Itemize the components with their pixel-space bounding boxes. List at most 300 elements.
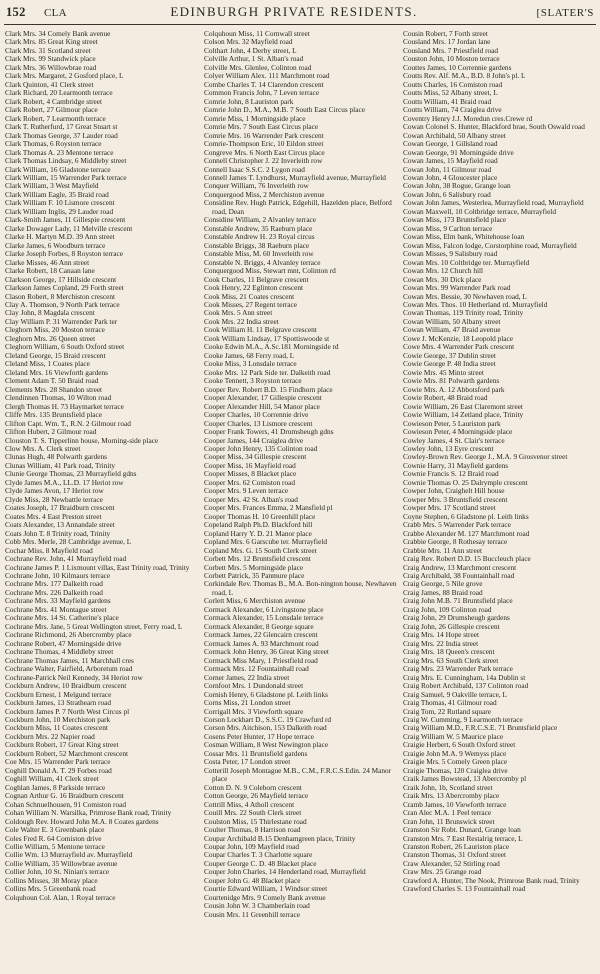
directory-entry: Cowie George, 37 Dublin street	[403, 350, 496, 360]
directory-entry: Craig Robert Archibald, 137 Colinton road	[403, 681, 529, 691]
directory-entry: Cowan Miss, 9 Carlton terrace	[403, 223, 493, 233]
directory-entry: Clifton Capt. Wm. T., R.N. 2 Gilmour road	[5, 418, 131, 428]
directory-entry: Collie William, 5 Mentone terrace	[5, 842, 105, 851]
directory-entry: Cousin John W. 3 Chamberlain road	[204, 901, 310, 911]
section-code: CLA	[44, 7, 67, 19]
directory-entry: Craig Mrs. 63 South Clerk street	[403, 655, 499, 665]
directory-entry: Conquergood Miss, Stewart mnt, Colinton rd	[204, 266, 336, 276]
directory-entry: Clark William, 3 West Mayfield	[5, 181, 99, 191]
directory-entry: Cochar Miss, 8 Mayfield road	[5, 545, 93, 555]
directory-entry: Cooke Tennett, 3 Royston terrace	[204, 376, 302, 386]
directory-entry: Constable Andrew H. 23 Royal circus	[204, 232, 315, 242]
directory-entry: Cowan John, 4 Gloucester place	[403, 172, 498, 182]
directory-entry: Comrie Miss, 1 Morningside place	[204, 113, 306, 123]
directory-entry: Cohan William N. Warsilka, Primrose Bank road, Trinity	[5, 808, 172, 818]
directory-entry: Craik Mrs. 13 Abercromby place	[403, 791, 500, 801]
directory-entry: Comrie Mrs. 7 South East Circus place	[204, 122, 319, 132]
directory-entry: Cooper Mrs. 9 Leven terrace	[204, 486, 289, 496]
directory-entry: Coutts Miss, 52 Albany street, L	[403, 88, 498, 98]
directory-entry: Craig Andrew, 13 Marchmont crescent	[403, 562, 517, 572]
directory-entry: Couper George C. D. 48 Blacket place	[204, 858, 317, 868]
directory-entry: Couper John Charles, 14 Henderland road, Murrayfield	[204, 867, 366, 877]
directory-entry: Coghill Donald A. T. 29 Forbes road	[5, 765, 112, 775]
directory-entry: Corson Mrs. Aitchison, 153 Dalkeith road	[204, 723, 327, 733]
directory-entry: Cowan George, 1 Gillsland road	[403, 139, 498, 149]
directory-entry: Cliffe Mrs. 135 Bruntsfield place	[5, 410, 102, 420]
directory-entry: Cownie Thomas O. 25 Dalrymple crescent	[403, 477, 528, 487]
directory-entry: Couttes James, 10 Corrennie gardens	[403, 62, 512, 72]
directory-entry: Cook Henry, 22 Eglinton crescent	[204, 283, 304, 293]
directory-entry: Craig William M.D., F.R.C.S.E. 71 Bruntsfield place	[403, 723, 558, 733]
directory-entry: Craig Mrs. 18 Queen's crescent	[403, 647, 495, 657]
directory-entry: Crabb Mrs. 5 Warrender Park terrace	[403, 520, 511, 530]
directory-entry: Cochrane Mrs. 41 Montague street	[5, 604, 107, 614]
directory-entry: Cowan Mrs. Bessie, 30 Newhaven road, L	[403, 291, 527, 301]
directory-entry: Clark William Inglis, 29 Lauder road	[5, 206, 114, 216]
directory-entry: Cowan Miss, Falcon lodge, Corstorphine road, Murrayfield	[403, 240, 577, 250]
directory-entry: Cowper John, Craighelt Hill house	[403, 486, 505, 496]
directory-entry: Cowley-Brown Rev. George J., M.A. 9 Grosvenor street	[403, 452, 568, 462]
directory-entry: Coats Alexander, 13 Annandale street	[5, 520, 115, 530]
directory-entry: Courtie Edward William, 1 Windsor street	[204, 884, 328, 894]
directory-entry: Clifton Hubert, 2 Gilmour road	[5, 427, 97, 437]
directory-entry: Cooper James, 144 Craiglea drive	[204, 435, 304, 445]
directory-entry: Coupar Archibald B.15 Denhamgreen place, Trinity	[204, 833, 356, 843]
directory-entry: Cochrane Mrs. 226 Dalkeith road	[5, 587, 103, 597]
directory-entry: Cole Walter E. 3 Greenbank place	[5, 825, 105, 835]
directory-entry: Corner James, 22 India street	[204, 672, 290, 682]
directory-entry: Constable Briggs, 38 Raeburn place	[204, 240, 310, 250]
directory-entry: Constable Andrew, 35 Raeburn place	[204, 223, 313, 233]
directory-entry: Cochrane Richmond, 26 Abercromby place	[5, 630, 132, 640]
directory-entry: Cownie Francis S. 12 Braid road	[403, 469, 499, 479]
directory-entry: Corbett Mrs. 5 Morningside place	[204, 562, 304, 572]
directory-entry: Cowan George, 91 Morningside drive	[403, 147, 514, 157]
directory-entry: Constable N. Briggs, 4 Alvanley terrace	[204, 257, 321, 267]
directory-entry: Cooper Mrs. Frances Emma, 2 Mansfield pl	[204, 503, 333, 513]
directory-entry: Cooper Mrs. 42 St. Alban's road	[204, 494, 298, 504]
directory-entry: Cochrane Robert, 47 Morningside drive	[5, 638, 122, 648]
directory-entry: Clyde James M.A., LL.D. 17 Heriot row	[5, 477, 124, 487]
directory-entry: Clark William, 16 Gladstone terrace	[5, 164, 111, 174]
directory-entry: Cleland Miss, 1 Coates place	[5, 359, 90, 369]
directory-entry: Colthart John, 4 Derby street, L	[204, 45, 297, 55]
directory-entry: Cowan Colonel S. Hunter, Blackford brae, South Oswald road	[403, 122, 585, 132]
directory-entry: Cramb James, 10 Viewforth terrace	[403, 799, 507, 809]
directory-entry: Collie Wm. 13 Murrayfield av. Murrayfield	[5, 850, 133, 860]
directory-entry: Colville Arthur, 1 St. Alban's road	[204, 54, 304, 64]
directory-entry: Cowie William, 26 East Claremont street	[403, 401, 523, 411]
directory-entry: Cooke James, 68 Ferry road, L	[204, 350, 295, 360]
directory-entry: Coupar John, 109 Mayfield road	[204, 842, 300, 851]
directory-entry: Coats John T. 8 Trinity road, Trinity	[5, 528, 111, 538]
directory-entry: Cormack James A. 93 Marchmont road	[204, 638, 319, 648]
directory-entry: Cornfoot Mrs. 1 Dundonald street	[204, 681, 304, 691]
directory-entry: Cousland Mrs. 17 Jordan lane	[403, 37, 491, 47]
directory-entry: Cleghorn William, 6 South Oxford street	[5, 342, 125, 352]
directory-entry: Cormack Miss Mary, 1 Priestfield road	[204, 655, 318, 665]
directory-entry: Clyde Miss, 28 Newbattle terrace	[5, 494, 103, 504]
directory-entry: Cowie Robert, 48 Braid road	[403, 393, 488, 403]
directory-entry: Cochrane Rev. John, 41 Murrayfield road	[5, 554, 127, 564]
directory-entry: Cooper John Henry, 135 Colinton road	[204, 443, 318, 453]
directory-entry: Cornish Henry, 6 Gladstone pl. Leith links	[204, 689, 328, 699]
directory-entry: Craig Thomas, 41 Gilmour road	[403, 698, 497, 708]
directory-entry: Cleghorn Miss, 20 Moston terrace	[5, 325, 105, 335]
directory-entry: Craig Mrs. 14 Hope street	[403, 630, 479, 640]
directory-entry: Copeland Ralph Ph.D. Blackford hill	[204, 520, 313, 530]
directory-entry: Cooke Mrs. 12 Park Side ter. Dalkeith road	[204, 367, 331, 377]
directory-entry: Craigie Mrs. 5 Comely Green place	[403, 757, 508, 767]
directory-entry: Clark Quinton, 41 Clerk street	[5, 79, 94, 89]
directory-entry: Clergh Thomas H. 73 Haymarket terrace	[5, 401, 124, 411]
directory-entry: Clarke James, 6 Woodburn terrace	[5, 240, 106, 250]
directory-entry: Cochrane Mrs. 177 Dalkeith road	[5, 579, 103, 589]
directory-entry: Cowper Mrs. 3 Bruntsfield crescent	[403, 494, 508, 504]
directory-entry: Conquer William, 76 Inverleith row	[204, 181, 309, 191]
directory-entry: Coles Fred R. 64 Comiston drive	[5, 833, 102, 843]
directory-entry: Cooke Miss, 3 Lonsdale terrace	[204, 359, 297, 369]
directory-entry: Couper John G. 48 Blacket place	[204, 875, 301, 885]
directory-entry: Cockburn James, 13 Strathearn road	[5, 698, 111, 708]
directory-entry: Craik John, 1b, Scotland street	[403, 782, 493, 792]
directory-entry: Craig Tom, 22 Rutland square	[403, 706, 491, 716]
directory-entry: Copland Mrs. G. 15 South Clerk street	[204, 545, 317, 555]
directory-entry: Cooper Frank Towers, 41 Drumsheugh gdns	[204, 427, 334, 437]
directory-entry: Congreve Mrs. 6 North East Circus place	[204, 147, 325, 157]
directory-entry: Collins Misses, 38 Moray place	[5, 875, 98, 885]
directory-entry: Constable Miss, M. 60 Inverleith row	[204, 249, 314, 259]
directory-entry: Corbett Mrs. 12 Bruntsfield crescent	[204, 554, 311, 564]
directory-entry: Craig W. Cumming, 9 Learmonth terrace	[403, 714, 523, 724]
directory-entry: Crawford A. Hunter, The Nook, Primrose Bank road, Trinity	[403, 875, 580, 885]
directory-entry: Cockburn Robert, 17 Great King street	[5, 740, 119, 750]
directory-entry: Comrie Mrs. 16 Warrender Park crescent	[204, 130, 324, 140]
directory-entry: Clarkson George, 17 Hillside crescent	[5, 274, 117, 284]
directory-entry: Craigie Herbert, 6 South Oxford street	[403, 740, 516, 750]
directory-entry: Considine William, 2 Alvanley terrace	[204, 215, 317, 225]
directory-entry: Cowe Mrs. 4 Warrender Park crescent	[403, 342, 515, 352]
directory-entry: Coulter Thomas, 8 Harrison road	[204, 825, 301, 835]
directory-entry: Clark Robert, 7 Learmonth terrace	[5, 113, 106, 123]
directory-entry: Cohan Schnuelhousen, 91 Comiston road	[5, 799, 126, 809]
directory-entry: Cochrane John, 10 Kilmaurs terrace	[5, 571, 111, 580]
directory-entry: Cleghorn Mrs. 26 Queen street	[5, 333, 96, 343]
directory-entry: Coghill William, 41 Clerk street	[5, 774, 99, 784]
directory-entry: Cowper Mrs. 17 Scotland street	[403, 503, 496, 513]
directory-entry: Clarke Joseph Forbes, 8 Royston terrace	[5, 249, 123, 259]
directory-entry: Cowie William, 14 Zetland place, Trinity	[403, 410, 524, 420]
directory-entry: Cockburn Robert, 52 Marchmont crescent	[5, 748, 128, 758]
directory-entry: Colquhoun Col. Alan, 1 Royal terrace	[5, 892, 116, 902]
directory-entry: Clason Robert, 8 Merchiston crescent	[5, 291, 116, 301]
directory-entry: Clarke Misses, 46 Ann street	[5, 257, 90, 267]
directory-entry: Craig Archibald, 38 Fountainhall road	[403, 571, 515, 580]
directory-entry: Cook William H. 11 Belgrave crescent	[204, 325, 317, 335]
directory-entry: Cooper Alexander, 17 Gillespie crescent	[204, 393, 322, 403]
directory-entry: Cosens Peter Hunter, 17 Hope terrace	[204, 731, 314, 741]
directory-entry: Craig Rev. Robert D.D. 15 Buccleuch place	[403, 554, 531, 564]
directory-entry: Cousin Robert, 7 Forth street	[403, 30, 488, 38]
directory-entry: Coyne Stephen, 6 Gladstone pl. Leith links	[403, 511, 529, 521]
directory-entry: Clay A. Thomson, 9 North Park terrace	[5, 300, 120, 309]
directory-entry: Cowan Archibald, 50 Albany street	[403, 130, 506, 140]
directory-entry: Cobb Mrs. Merle, 28 Cambridge avenue, L	[5, 537, 132, 547]
directory-entry: Cooke Edwin M.A., A.Sc.181 Morningside rd	[204, 342, 339, 352]
directory-entry: Coates Joseph, 17 Braidburn crescent	[5, 503, 115, 513]
directory-entry: Coutts Charles, 16 Comiston road	[403, 79, 503, 89]
directory-entry: Cownie Harry, 31 Mayfield gardens	[403, 460, 509, 470]
directory-entry: Cooper Alexander Hill, 54 Manor place	[204, 401, 320, 411]
directory-entry: Cowan Maxwell, 10 Coltbridge terrace, Murrayfield	[403, 206, 556, 216]
directory-entry: Cook Miss, 21 Coates crescent	[204, 291, 295, 301]
directory-entry: Clark-Smith James, 11 Gillespie crescent	[5, 215, 126, 225]
directory-entry: Cowie Mrs. 81 Polwarth gardens	[403, 376, 500, 386]
directory-entry: Coutts William, 74 Craiglea drive	[403, 105, 502, 115]
directory-entry: Cranston Mrs. 7 East Restalrig terrace, L	[403, 833, 523, 843]
directory-columns	[5, 30, 596, 972]
directory-entry: Clay William P. 31 Warrender Park ter	[5, 316, 118, 326]
directory-entry: Cowie Mrs. A. 12 Abbotsford park	[403, 384, 505, 394]
directory-entry: Clements Mrs. 28 Shandon street	[5, 384, 103, 394]
directory-entry: Cochrane Thomas James, 11 Marchhall cres	[5, 655, 134, 665]
directory-entry: Cowan William, 50 Albany street	[403, 316, 501, 326]
page-title: EDINBURGH PRIVATE RESIDENTS.	[170, 4, 418, 19]
directory-entry: Cockburn Ernest, 1 Melgund terrace	[5, 689, 112, 699]
directory-entry: Copland Mrs. 6 Garscube ter. Murrayfield	[204, 537, 328, 547]
directory-entry: Corns Miss, 21 London street	[204, 698, 291, 708]
directory-entry: Collie William, 35 Willowbrae avenue	[5, 858, 118, 868]
directory-entry: Cran Alec M.A. 1 Peel terrace	[403, 808, 492, 818]
directory-entry: Connell James T. Lyndhurst, Murrayfield avenue, Murrayfield	[204, 172, 386, 182]
directory-entry: Cowie Mrs. 45 Minto street	[403, 367, 484, 377]
directory-entry: Corlett Miss, 6 Merchiston avenue	[204, 596, 306, 606]
directory-entry: Clark T. Rutherfurd, 17 Great Stuart st	[5, 122, 118, 132]
directory-entry: Cottrill Miss, 4 Atholl crescent	[204, 799, 295, 809]
directory-entry: Comrie John, 8 Lauriston park	[204, 96, 294, 106]
directory-entry: Clark Richard, 20 Learmonth terrace	[5, 88, 113, 98]
directory-entry: Coates Mrs. 4 East Preston street	[5, 511, 102, 521]
directory-entry: Cowan Mrs. 12 Church hill	[403, 266, 484, 276]
directory-entry: Craik James Bowstead, 13 Abercromby pl	[403, 774, 527, 784]
directory-entry: Craig Mrs. 22 India street	[403, 638, 479, 648]
directory-entry: Cook Charles, 11 Belgrave crescent	[204, 274, 309, 284]
directory-entry: Clark Mrs. Margaret, 2 Gosford place, L	[5, 71, 124, 81]
directory-entry: Clark William Eagle, 35 Braid road	[5, 189, 109, 199]
directory-entry: Cognan Arthur G. 16 Braidburn crescent	[5, 791, 124, 801]
directory-entry: Cockburn Mrs. 22 Napier road	[5, 731, 95, 741]
directory-entry: Cockburn James P. 7 North West Circus pl	[5, 706, 130, 716]
directory-entry: Cooper Miss, 34 Gillespie crescent	[204, 452, 307, 462]
directory-entry: Coupar Charles T. 3 Charlotte square	[204, 850, 313, 860]
directory-entry: Cowan James, 15 Mayfield road	[403, 156, 498, 166]
directory-entry: Cowley James, 4 St. Clair's terrace	[403, 435, 505, 445]
directory-entry: Cormack Alexander, 8 George square	[204, 621, 314, 631]
directory-entry: Cotton George, 26 Mayfield terrace	[204, 791, 309, 801]
directory-entry: Cowan Mrs. Thos. 10 Hetherland rd. Murrayfield	[403, 300, 548, 309]
directory-entry: Clarkson James Copland, 29 Forth street	[5, 283, 124, 293]
directory-entry: Clay John, 8 Magdala crescent	[5, 308, 95, 318]
directory-entry: Cranston Thomas, 31 Oxford street	[403, 850, 507, 860]
directory-entry: Corkindale Rev. Thomas B., M.A. Bon-nington house, Newhaven road, L	[204, 579, 397, 597]
directory-entry: Cooper Miss, 16 Mayfield road	[204, 460, 296, 470]
directory-entry: Cran John, 11 Brunswick street	[403, 816, 495, 826]
directory-entry: Cowan Miss, 173 Bruntsfield place	[403, 215, 507, 225]
page-number: 152	[6, 5, 26, 19]
directory-entry: Crawford Charles S. 13 Fountainhall road	[403, 884, 526, 894]
directory-entry: Cochrane Mrs. 33 Mayfield gardens	[5, 596, 111, 606]
directory-entry: Craw Alexander, 52 Stirling road	[403, 858, 500, 868]
directory-entry: Coldough Rev. Howard John M.A. 8 Coates gardens	[5, 816, 159, 826]
directory-entry: Cowan John, 38 Rogue, Grange loan	[403, 181, 511, 191]
directory-entry: Clark Thomas George, 37 Lauder road	[5, 130, 118, 140]
directory-entry: Cooper Rev. Robert B.D. 15 Findhorn place	[204, 384, 333, 394]
directory-entry: Cockburn Andrew, 10 Braidburn crescent	[5, 681, 127, 691]
directory-entry: Cousin Mrs. 11 Greenhill terrace	[204, 909, 300, 919]
directory-entry: Couston John, 10 Moston terrace	[403, 54, 500, 64]
directory-entry: Cranston Sir Robt. Dunard, Grange loan	[403, 825, 521, 835]
directory-entry: Cleland Mrs. 16 Viewforth gardens	[5, 367, 108, 377]
directory-entry: Clunie George Thomas, 23 Murrayfield gdns	[5, 469, 137, 479]
directory-entry: Cook Mrs. 5 Ann street	[204, 308, 273, 318]
directory-entry: Coutts Rev. Alf. M.A., B.D. 8 John's pl. L	[403, 71, 526, 81]
directory-entry: Clark William, 15 Warrender Park terrace	[5, 172, 127, 182]
directory-entry: Cormack John Henry, 36 Great King street	[204, 647, 329, 657]
directory-entry: Clunas William, 41 Park road, Trinity	[5, 460, 116, 470]
directory-entry: Cowan Mrs. 99 Warrender Park road	[403, 283, 511, 293]
directory-entry: Cosman William, 8 West Newington place	[204, 740, 329, 750]
directory-entry: Clark Mrs. 99 Standwick place	[5, 54, 96, 64]
directory-entry: Connell Isaac S.S.C. 2 Lygon road	[204, 164, 305, 174]
directory-entry: Craig Mrs. 23 Warrender Park terrace	[403, 664, 513, 674]
directory-entry: Cowan Thomas, 119 Trinity road, Trinity	[403, 308, 524, 318]
directory-entry: Cowan John, 11 Gilmour road	[403, 164, 492, 174]
directory-entry: Common Francis John, 7 Leven terrace	[204, 88, 320, 98]
directory-entry: Clark Mrs. 34 Comely Bank avenue	[5, 30, 111, 38]
directory-entry: Clyde James Avon, 17 Heriot row	[5, 486, 104, 496]
directory-entry: Clement Adam T. 50 Braid road	[5, 376, 99, 386]
directory-entry: Crabbie George, 8 Rothesay terrace	[403, 537, 508, 547]
directory-entry: Clouston T. S. Tipperlinn house, Morning-side place	[5, 435, 159, 445]
directory-entry: Cowan John James, Westerlea, Murrayfield road, Murrayfield	[403, 198, 584, 208]
directory-entry: Cossar Mrs. 11 Bruntsfield gardens	[204, 748, 308, 758]
header-rule	[4, 24, 596, 25]
directory-entry: Cotton D. N. 9 Coleborn crescent	[204, 782, 302, 792]
directory-entry: Cockburn Miss, 11 Coates crescent	[5, 723, 108, 733]
directory-entry: Connell Christopher J. 22 Inverleith row	[204, 156, 323, 166]
directory-entry: Cowan Misses, 9 Salisbury road	[403, 249, 498, 259]
directory-entry: Cowieson Peter, 4 Morningside place	[403, 427, 513, 437]
directory-entry: Comrie-Thompson Eric, 10 Eildon street	[204, 139, 324, 149]
directory-entry: Craw Mrs. 25 Grange road	[403, 867, 482, 877]
directory-entry: Crabbe Alexander M. 127 Marchmont road	[403, 528, 530, 538]
directory-entry: Crabbie Mrs. 11 Ann street	[403, 545, 482, 555]
directory-entry: Clark Robert, 27 Gilmour place	[5, 105, 98, 115]
directory-entry: Coutts William, 41 Braid road	[403, 96, 492, 106]
directory-entry: Coe Mrs. 15 Warrender Park terrace	[5, 757, 111, 767]
directory-entry: Clark Thomas Lindsay, 6 Middleby street	[5, 156, 127, 166]
directory-entry: Cooper Charles, 10 Corrennie drive	[204, 410, 309, 420]
directory-entry: Colquhoun Miss, 11 Cornwall street	[204, 30, 310, 38]
directory-entry: Cochrane James P. 1 Lixmount villas, East Trinity road, Trinity	[5, 562, 190, 572]
directory-entry: Comrie John D., M.A., M.B. 7 South East Circus place	[204, 105, 365, 115]
directory-entry: Cook Misses, 27 Regent terrace	[204, 300, 298, 309]
directory-entry: Craig Samuel, 9 Oakville terrace, L	[403, 689, 507, 699]
directory-entry: Cooper Misses, 8 Blacket place	[204, 469, 297, 479]
directory-entry: Clarke Dowager Lady, 11 Melville crescent	[5, 223, 133, 233]
directory-entry: Considine Rev. Hugh Patrick, Edgehill, Hazelden place, Belford road, Dean	[204, 198, 392, 216]
directory-entry: Cochrane Thomas, 4 Middleby street	[5, 647, 114, 657]
directory-entry: Cowan Mrs. 10 Coltbridge ter. Murrayfield	[403, 257, 530, 267]
directory-entry: Clunas Hugh, 48 Polwarth gardens	[5, 452, 107, 462]
directory-entry: Couill Mrs. 22 South Clerk street	[204, 808, 302, 818]
directory-entry: Copland Harry Y. D. 21 Manor place	[204, 528, 312, 538]
directory-entry: Corson Lockhart D., S.S.C. 19 Crawfurd rd	[204, 714, 332, 724]
directory-entry: Craigie Thomas, 120 Craiglea drive	[403, 765, 508, 775]
directory-entry: Cochrane-Patrick Neil Kennedy, 34 Heriot row	[5, 672, 143, 682]
directory-entry: Craig George, 5 Nile grove	[403, 579, 483, 589]
directory-entry: Craig John M.B. 71 Bruntsfield place	[403, 596, 513, 606]
directory-entry: Clark Thomas, 6 Royston terrace	[5, 139, 102, 149]
directory-entry: Cormack Alexander, 6 Livingstone place	[204, 604, 324, 614]
directory-entry: Colville Mrs. Glenlee, Colinton road	[204, 62, 312, 72]
directory-entry: Cook William Lindsay, 17 Spottiswoode st	[204, 333, 330, 343]
directory-entry: Craig Mrs. E. Cunningham, 14a Dublin st	[403, 672, 526, 682]
directory-entry: Cowan Miss, Elm bank, Whitehouse loan	[403, 232, 525, 242]
directory-entry: Cowan William, 47 Braid avenue	[403, 325, 501, 335]
directory-entry: Clendinnen Thomas, 10 Wilton road	[5, 393, 112, 403]
directory-entry: Collier John, 10 St. Ninian's terrace	[5, 867, 110, 877]
column-3	[403, 30, 596, 972]
directory-entry: Cook Mrs. 22 India street	[204, 316, 279, 326]
directory-entry: Cranston Robert, 26 Lauriston place	[403, 842, 509, 851]
directory-entry: Cowie George P. 48 India street	[403, 359, 496, 369]
directory-entry: Craig John, 29 Drumsheugh gardens	[403, 613, 510, 623]
directory-entry: Clark Mrs. 31 Scotland street	[5, 45, 91, 55]
directory-entry: Coulston Miss, 15 Thirlestane road	[204, 816, 307, 826]
directory-entry: Craig John, 26 Gillespie crescent	[403, 621, 500, 631]
directory-entry: Clark William F. 10 Lismore crescent	[5, 198, 115, 208]
directory-entry: Cowieson Peter, 5 Lauriston park	[403, 418, 501, 428]
directory-entry: Coghlan James, 8 Parkside terrace	[5, 782, 106, 792]
directory-entry: Clarke H. Martyn M.D. 39 Ann street	[5, 232, 115, 242]
directory-entry: Clark Mrs. 85 Great King street	[5, 37, 98, 47]
directory-entry: Cooper Charles, 13 Lismore crescent	[204, 418, 313, 428]
directory-entry: Coventry Henry J.J. Moredun cres.Crewe rd	[403, 113, 533, 123]
column-1	[5, 30, 198, 972]
page-header	[6, 4, 594, 22]
directory-entry: Cowley John, 13 Eyre crescent	[403, 443, 494, 453]
directory-entry: Cowan John, 6 Salisbury road	[403, 189, 491, 199]
directory-entry: Cochrane Walter, Fairfield, Arboretum road	[5, 664, 133, 674]
directory-entry: Combe Charles T. 14 Clarendon crescent	[204, 79, 324, 89]
directory-entry: Cowe J. McKenzie, 18 Leopold place	[403, 333, 514, 343]
directory-entry: Corrigall Mrs. 3 Viewforth square	[204, 706, 304, 716]
directory-entry: Craigie John M.A. 9 Wemyss place	[403, 748, 507, 758]
directory-entry: Colyer William Alex. 111 Marchmont road	[204, 71, 330, 81]
directory-entry: Clark Thomas A. 23 Mentone terrace	[5, 147, 114, 157]
directory-entry: Clark Robert, 4 Cambridge street	[5, 96, 103, 106]
directory-entry: Craig James, 88 Braid road	[403, 587, 483, 597]
directory-entry: Cousland Mrs. 7 Priestfield road	[403, 45, 499, 55]
directory-entry: Colson Mrs. 32 Mayfield road	[204, 37, 293, 47]
directory-entry: Corbett Patrick, 35 Panmure place	[204, 571, 305, 580]
directory-entry: Craig John, 109 Colinton road	[403, 604, 492, 614]
directory-entry: Cochrane Mrs. Jane, 5 Great Wellington street, Ferry road, L	[5, 621, 183, 631]
directory-entry: Cooper Mrs. 62 Comiston road	[204, 477, 296, 487]
directory-entry: Collins Mrs. 5 Greenbank road	[5, 884, 96, 894]
directory-entry: Craig William W. 5 Maurice place	[403, 731, 504, 741]
